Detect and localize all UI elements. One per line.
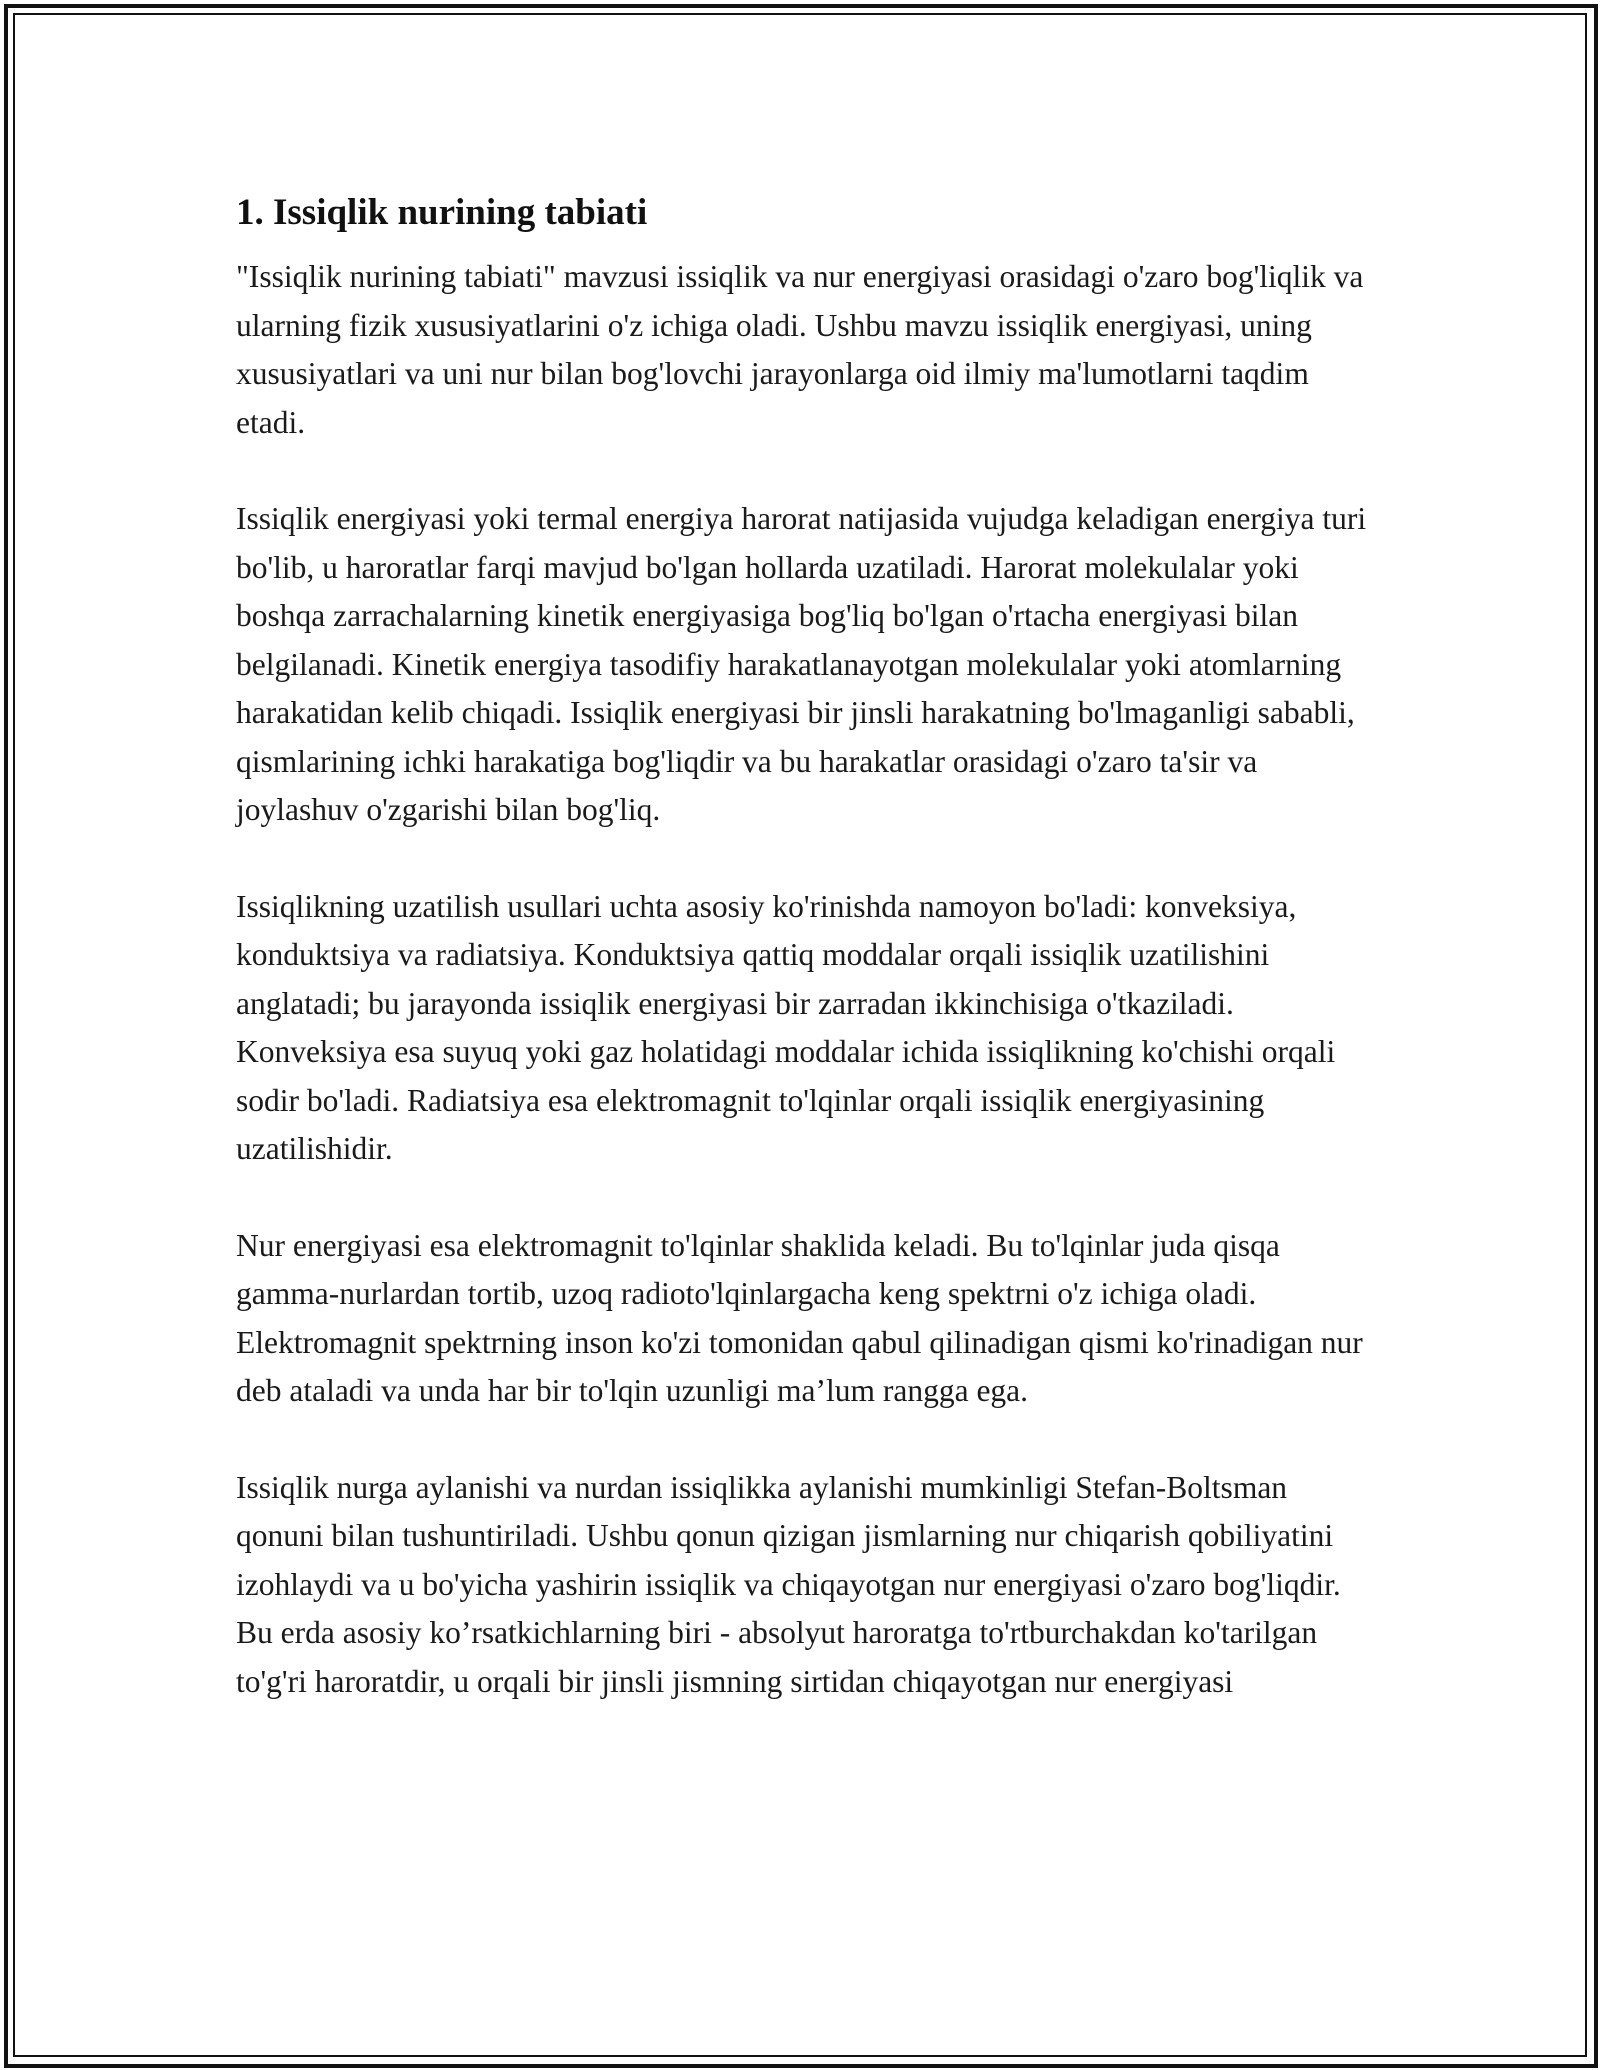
- document-body: [236, 183, 1376, 1754]
- paragraph-heat-transfer: Issiqlikning uzatilish usullari uchta asosiy ko'rinishda namoyon bo'ladi: konveksiya, konduktsiya va radiatsiya. Konduktsiya qattiq moddalar orqali issiqlik uzatilishini anglatadi; bu jarayonda issiqlik energiyasi bir zarradan ikkinchisiga o'tkaziladi. Konveksiya esa suyuq yoki gaz holatidagi moddalar ichida issiqlikning ko'chishi orqali sodir bo'ladi. Radiatsiya esa elektromagnit to'lqinlar orqali issiqlik energiyasining uzatilishidir.: [236, 888, 1336, 1166]
- paragraph-light-energy: Nur energiyasi esa elektromagnit to'lqinlar shaklida keladi. Bu to'lqinlar juda qisqa gamma-nurlardan tortib, uzoq radioto'lqinlargacha keng spektrni o'z ichiga oladi. Elektromagnit spektrning inson ko'zi tomonidan qabul qilinadigan qismi ko'rinadigan nur deb ataladi va unda har bir to'lqin uzunligi ma’lum rangga ega.: [236, 1227, 1363, 1408]
- paragraph-stefan-boltzmann: Issiqlik nurga aylanishi va nurdan issiqlikka aylanishi mumkinligi Stefan-Boltsman qonuni bilan tushuntiriladi. Ushbu qonun qizigan jismlarning nur chiqarish qobiliyatini izohlaydi va u bo'yicha yashirin issiqlik va chiqayotgan nur energiyasi o'zaro bog'liqdir. Bu erda asosiy ko’rsatkichlarning biri - absolyut haroratga to'rtburchakdan ko'tarilgan to'g'ri haroratdir, u orqali bir jinsli jismning sirtidan chiqayotgan nur energiyasi: [236, 1469, 1341, 1699]
- paragraph-thermal-energy: Issiqlik energiyasi yoki termal energiya harorat natijasida vujudga keladigan energiya turi bo'lib, u haroratlar farqi mavjud bo'lgan hollarda uzatiladi. Harorat molekulalar yoki boshqa zarrachalarning kinetik energiyasiga bog'liq bo'lgan o'rtacha energiyasi bilan belgilanadi. Kinetik energiya tasodifiy harakatlanayotgan molekulalar yoki atomlarning harakatidan kelib chiqadi. Issiqlik energiyasi bir jinsli harakatning bo'lmaganligi sababli, qismlarining ichki harakatiga bog'liqdir va bu harakatlar orasidagi o'zaro ta'sir va joylashuv o'zgarishi bilan bog'liq.: [236, 501, 1367, 827]
- paragraph-intro: "Issiqlik nurining tabiati" mavzusi issiqlik va nur energiyasi orasidagi o'zaro bog'liqlik va ularning fizik xususiyatlarini o'z ichiga oladi. Ushbu mavzu issiqlik energiyasi, uning xususiyatlari va uni nur bilan bog'lovchi jarayonlarga oid ilmiy ma'lumotlarni taqdim etadi.: [236, 259, 1364, 440]
- section-heading: 1. Issiqlik nurining tabiati: [236, 192, 648, 233]
